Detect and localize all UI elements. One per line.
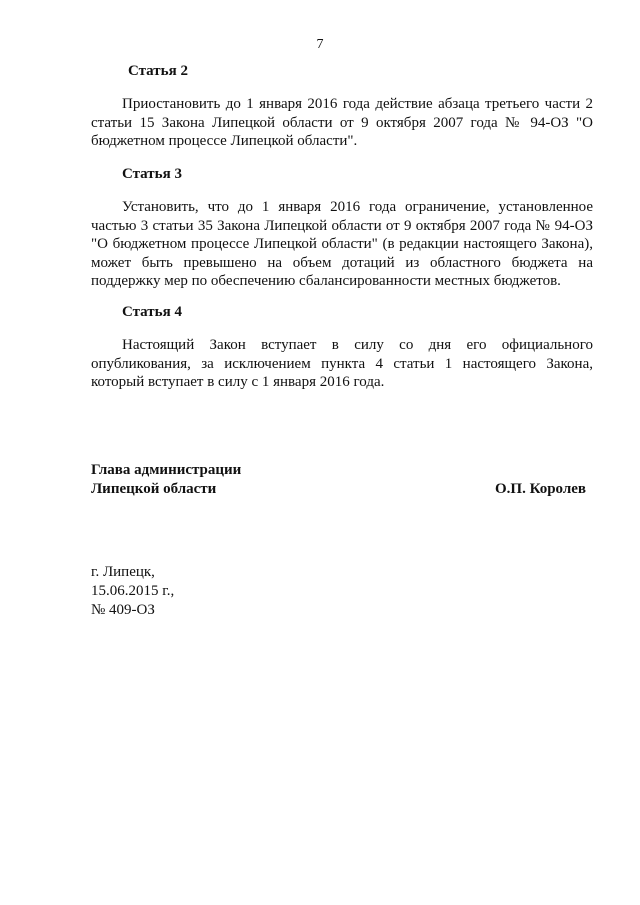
article-3-line-4: может быть превышено на объем дотаций из областного бюджета на [91,254,593,271]
article-2-text [91,95,593,151]
signatory-title-line-1: Глава администрации [91,462,242,478]
article-4-line-3: который вступает в силу с 1 января 2016 года. [91,374,385,391]
article-3-line-2: частью 3 статьи 35 Закона Липецкой области от 9 октября 2007 года № 94-ОЗ [91,217,593,234]
article-2-line-1: Приостановить до 1 января 2016 года действие абзаца третьего части 2 [122,96,593,112]
city: г. Липецк, [91,564,155,580]
signatory-name: О.П. Королев [495,481,587,497]
signatory-title-line-2: Липецкой области [91,481,217,497]
article-2-line-2: статьи 15 Закона Липецкой области от 9 октября 2007 года № 94-ОЗ "О [91,114,593,131]
article-3-line-1: Установить, что до 1 января 2016 года ограничение, установленное [122,199,593,215]
article-3-line-5: поддержку мер по обеспечению сбалансированности местных бюджетов. [91,273,561,290]
law-number: № 409-ОЗ [91,602,155,618]
article-4-line-2: опубликования, за исключением пункта 4 статьи 1 настоящего Закона, [91,355,593,372]
signatory-title [91,461,241,499]
article-3-heading: Статья 3 [122,166,182,182]
article-2-line-3: бюджетном процессе Липецкой области". [91,133,358,150]
article-4-text [91,336,593,392]
law-date: 15.06.2015 г., [91,583,175,599]
article-4-heading: Статья 4 [122,304,182,320]
place-date-block [91,563,174,620]
article-2-heading: Статья 2 [128,63,188,79]
article-3-line-3: "О бюджетном процессе Липецкой области" (в редакции настоящего Закона), [91,236,593,253]
article-4-line-1: Настоящий Закон вступает в силу со дня его официального [122,337,593,353]
article-3-text [91,198,593,291]
page-number: 7 [316,37,324,52]
